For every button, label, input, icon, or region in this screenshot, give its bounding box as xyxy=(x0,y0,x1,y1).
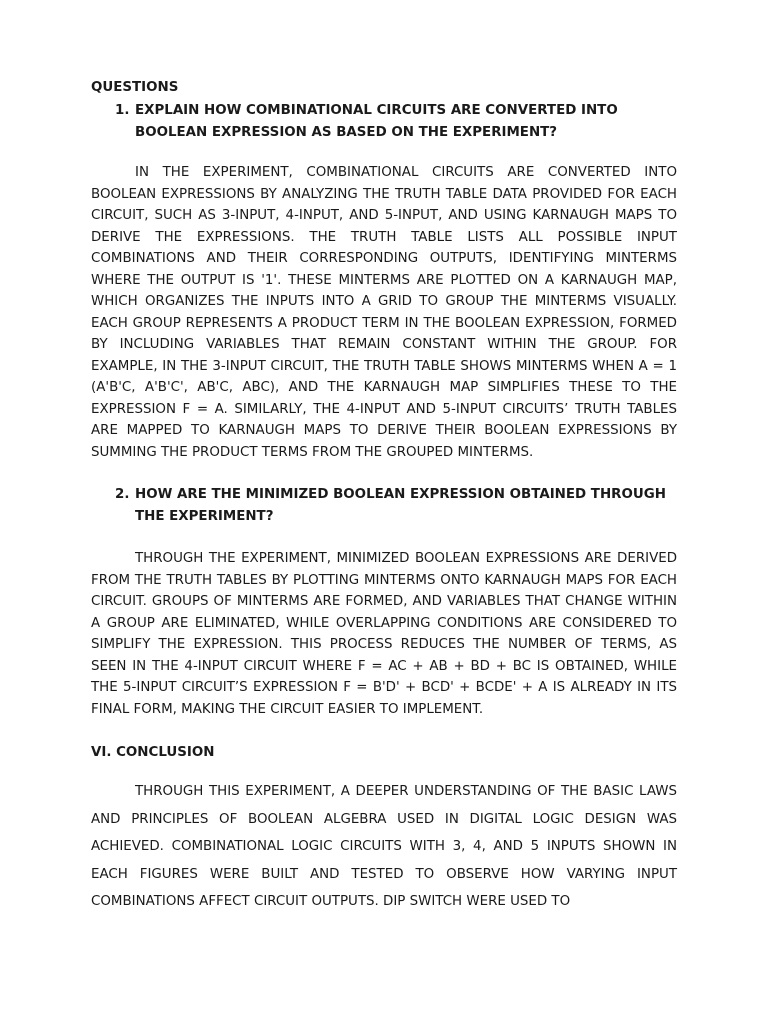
question-1-number: 1. xyxy=(115,103,130,118)
question-2-number: 2. xyxy=(115,487,130,502)
answer-1-paragraph: IN THE EXPERIMENT, COMBINATIONAL CIRCUITS ARE CONVERTED INTO BOOLEAN EXPRESSIONS BY ANALYZING THE TRUTH TABLE DATA PROVIDED FOR EACH CIRCUIT, SUCH AS 3-INPUT, 4-INPUT, AND 5-INPUT, AND USING KARNAUGH MAPS TO DERIVE THE EXPRESSIONS. THE TRUTH TABLE LISTS ALL POSSIBLE INPUT COMBINATIONS AND THEIR CORRESPONDING OUTPUTS, IDENTIFYING MINTERMS WHERE THE OUTPUT IS '1'. THESE MINTERMS ARE PLOTTED ON A KARNAUGH MAP, WHICH ORGANIZES THE INPUTS INTO A GRID TO GROUP THE MINTERMS VISUALLY. EACH GROUP REPRESENTS A PRODUCT TERM IN THE BOOLEAN EXPRESSION, FORMED BY INCLUDING VARIABLES THAT REMAIN CONSTANT WITHIN THE GROUP. FOR EXAMPLE, IN THE 3-INPUT CIRCUIT, THE TRUTH TABLE SHOWS MINTERMS WHEN A = 1 (A'B'C, A'B'C', AB'C, ABC), AND THE KARNAUGH MAP SIMPLIFIES THESE TO THE EXPRESSION F = A. SIMILARLY, THE 4-INPUT AND 5-INPUT CIRCUITS’ TRUTH TABLES ARE MAPPED TO KARNAUGH MAPS TO DERIVE THEIR BOOLEAN EXPRESSIONS BY SUMMING THE PRODUCT TERMS FROM THE GROUPED MINTERMS. xyxy=(91,165,677,460)
question-2-text: HOW ARE THE MINIMIZED BOOLEAN EXPRESSION OBTAINED THROUGH THE EXPERIMENT? xyxy=(135,487,666,524)
question-1-text: EXPLAIN HOW COMBINATIONAL CIRCUITS ARE CONVERTED INTO BOOLEAN EXPRESSION AS BASED ON THE EXPERIMENT? xyxy=(135,103,618,140)
document-page xyxy=(91,77,677,916)
answer-2-paragraph: THROUGH THE EXPERIMENT, MINIMIZED BOOLEAN EXPRESSIONS ARE DERIVED FROM THE TRUTH TABLES BY PLOTTING MINTERMS ONTO KARNAUGH MAPS FOR EACH CIRCUIT. GROUPS OF MINTERMS ARE FORMED, AND VARIABLES THAT CHANGE WITHIN A GROUP ARE ELIMINATED, WHILE OVERLAPPING CONDITIONS ARE CONSIDERED TO SIMPLIFY THE EXPRESSION. THIS PROCESS REDUCES THE NUMBER OF TERMS, AS SEEN IN THE 4-INPUT CIRCUIT WHERE F = AC + AB + BD + BC IS OBTAINED, WHILE THE 5-INPUT CIRCUIT’S EXPRESSION F = B'D' + BCD' + BCDE' + A IS ALREADY IN ITS FINAL FORM, MAKING THE CIRCUIT EASIER TO IMPLEMENT. xyxy=(91,551,677,717)
conclusion-heading: VI. CONCLUSION xyxy=(91,745,215,760)
conclusion-paragraph: THROUGH THIS EXPERIMENT, A DEEPER UNDERSTANDING OF THE BASIC LAWS AND PRINCIPLES OF BOOLEAN ALGEBRA USED IN DIGITAL LOGIC DESIGN WAS ACHIEVED. COMBINATIONAL LOGIC CIRCUITS WITH 3, 4, AND 5 INPUTS SHOWN IN EACH FIGURES WERE BUILT AND TESTED TO OBSERVE HOW VARYING INPUT COMBINATIONS AFFECT CIRCUIT OUTPUTS. DIP SWITCH WERE USED TO xyxy=(91,784,677,909)
questions-heading: QUESTIONS xyxy=(91,80,179,95)
question-1 xyxy=(91,100,677,143)
question-2 xyxy=(91,484,677,527)
